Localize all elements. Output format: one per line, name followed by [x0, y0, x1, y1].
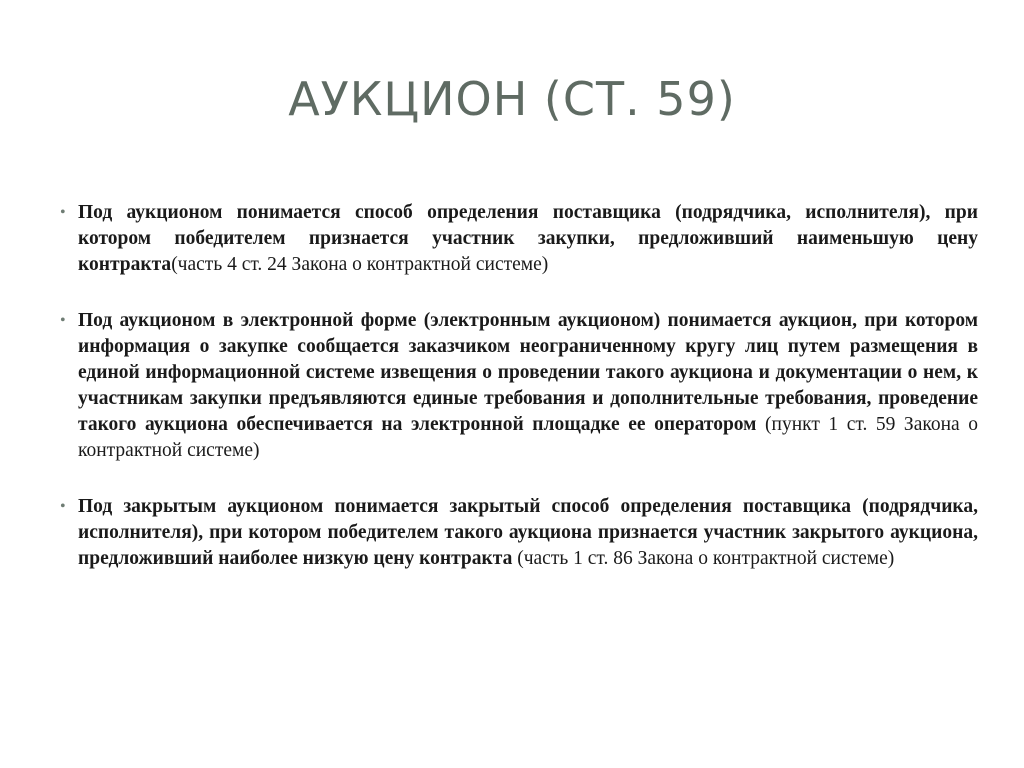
bullet-icon: • — [60, 204, 66, 221]
bullet-item-closed-auction — [58, 494, 978, 572]
bullet-item-auction-definition — [58, 200, 978, 278]
bullet-text: Под аукционом в электронной форме (электронным аукционом) понимается аукцион, при котором информация о закупке сообщается заказчиком неограниченному кругу лиц путем размещения в единой информационной системе извещения о проведении такого аукциона и документации о нем, к участникам закупки предъявляются единые требования и дополнительные требования, проведение такого аукциона обеспечивается на электронной площадке ее оператором — [78, 310, 978, 435]
bullet-item-electronic-auction — [58, 308, 978, 464]
bullet-list — [58, 200, 978, 602]
law-reference: (пункт 1 ст. 59 Закона о контрактной системе) — [78, 414, 978, 461]
law-reference: (часть 1 ст. 86 Закона о контрактной системе) — [512, 548, 895, 569]
bullet-text: Под аукционом понимается способ определения поставщика (подрядчика, исполнителя), при котором победителем признается участник закупки, предложивший наименьшую цену контракта — [78, 202, 978, 275]
bullet-text: Под закрытым аукционом понимается закрытый способ определения поставщика (подрядчика, исполнителя), при котором победителем такого аукциона признается участник закрытого аукциона, предложивший наиболее низкую цену контракта — [78, 496, 978, 569]
slide-title: АУКЦИОН (СТ. 59) — [288, 72, 736, 126]
law-reference: (часть 4 ст. 24 Закона о контрактной системе) — [171, 254, 549, 275]
bullet-icon: • — [60, 312, 66, 329]
bullet-icon: • — [60, 498, 66, 515]
